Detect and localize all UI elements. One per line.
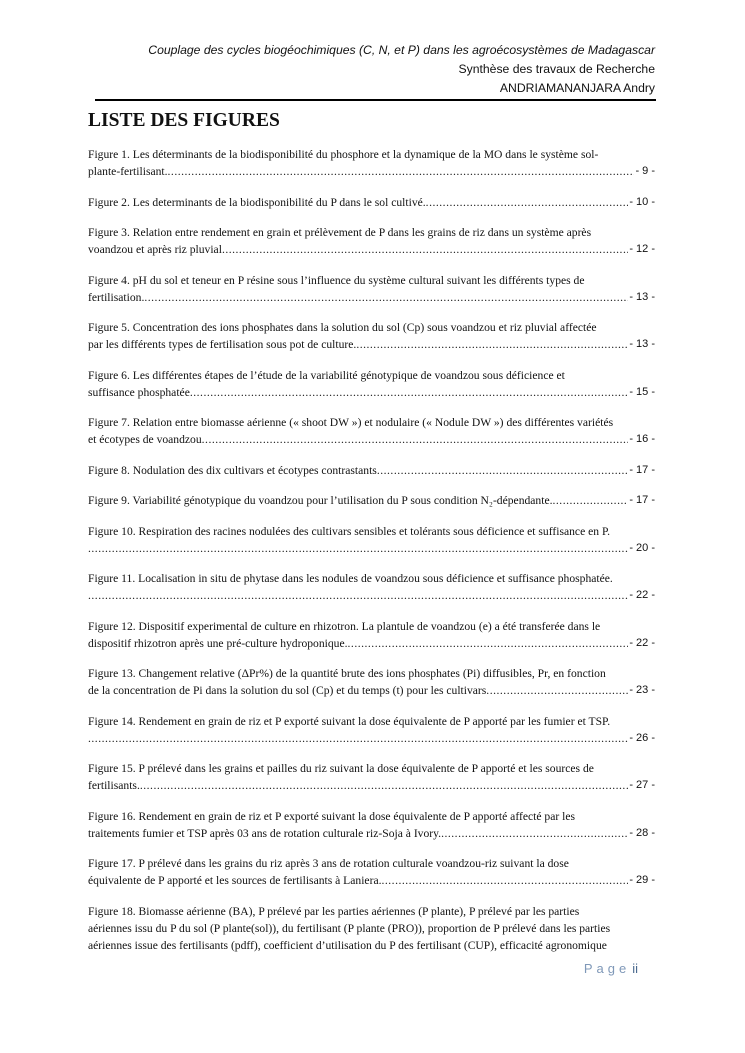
figure-page-number[interactable]: - 26 - [629,731,655,744]
figure-entry[interactable] [88,665,655,699]
figure-page-number[interactable]: - 20 - [629,541,655,554]
dot-leader [441,825,628,842]
dot-leader [356,336,628,353]
figure-caption-text: Figure 9. Variabilité génotypique du voandzou pour l’utilisation du P sous condition N₂-dépendante. [88,494,553,507]
figure-entry-last-line [88,682,655,699]
figure-entry-last-line [88,587,655,604]
figure-caption-text: Figure 6. Les différentes étapes de l’étude de la variabilité génotypique de voandzou sous déficience et [88,368,565,382]
figure-entry-last-line [88,194,655,211]
figure-caption-text: Figure 4. pH du sol et teneur en P résine sous l’influence du système cultural suivant les différents types de [88,273,585,287]
figure-entry-last-line [88,825,655,842]
dot-leader [348,635,629,652]
figure-entry[interactable] [88,618,655,652]
figure-entry-last-line [88,289,655,306]
figure-entry-last-line [88,492,655,509]
figure-caption-text: Figure 3. Relation entre rendement en grain et prélèvement de P dans les grains de riz dans un système après [88,226,592,239]
figure-entry-last-line [88,163,655,180]
figure-entry[interactable] [88,414,655,448]
figure-caption-text: Figure 14. Rendement en grain de riz et P exporté suivant la dose équivalente de P apporté par les fumier et TSP. [88,714,611,728]
figure-page-number[interactable]: - 16 - [629,433,655,445]
dot-leader [426,194,629,211]
figure-caption-text: Figure 13. Changement relative (ΔPr%) de la quantité brute des ions phosphates (Pi) diffusibles, Pr, en fonction [88,667,606,680]
figure-entry[interactable] [88,760,655,794]
figure-entry-last-line [88,241,655,258]
figure-entry[interactable] [88,903,655,954]
dot-leader [190,384,628,401]
figure-caption-text: fertilisants. [88,779,140,792]
figure-caption-text: suffisance phosphatée [88,385,190,399]
figure-entry-last-line [88,336,655,353]
figure-entry[interactable] [88,367,655,401]
figure-entry[interactable] [88,570,655,604]
figure-entry-last-line [88,872,655,889]
dot-leader [377,462,628,479]
dot-leader [486,682,628,699]
figure-entry[interactable] [88,272,655,306]
figure-page-number[interactable]: - 12 - [629,243,655,255]
figure-page-number[interactable]: - 22 - [629,589,655,601]
figure-caption-text: de la concentration de Pi dans la solution du sol (Cp) et du temps (t) pour les cultivars [88,684,487,697]
page-word: Page [583,961,631,976]
page-title: LISTE DES FIGURES [88,110,280,131]
figure-entry-last-line [88,462,655,479]
figure-entry-last-line [88,540,655,557]
figure-page-number[interactable]: - 15 - [629,385,655,398]
figure-page-number[interactable]: - 13 - [629,338,655,350]
figure-entry-last-line [88,384,655,401]
figure-caption-text: Figure 10. Respiration des racines nodulées des cultivars sensibles et tolérants sous déficience et suffisance en P. [88,524,611,538]
figure-entry-last-line [88,730,655,747]
figure-page-number[interactable]: - 27 - [629,779,655,791]
figure-caption-text: aériennes issue des fertilisants (pdff), coefficient d’utilisation du P des fertilisant (CUP), efficacité agronomique [88,938,607,952]
dot-leader [88,730,628,747]
figure-entry[interactable] [88,319,655,353]
figure-caption-text: Figure 7. Relation entre biomasse aérienne (« shoot DW ») et nodulaire (« Nodule DW ») des différentes variétés [88,416,614,429]
figure-page-number[interactable]: - 10 - [629,195,655,208]
dot-leader [222,241,628,258]
figure-entry-last-line [88,777,655,794]
figure-caption-text: fertilisation. [88,290,145,304]
figure-caption-text: dispositif rhizotron après une pré-culture hydroponique. [88,636,348,650]
figure-entry[interactable] [88,194,655,211]
figure-entry[interactable] [88,146,655,180]
figure-caption-text: et écotypes de voandzou [88,433,202,446]
figure-page-number[interactable]: - 17 - [629,494,655,506]
figure-caption-text: Figure 16. Rendement en grain de riz et P exporté suivant la dose équivalente de P apporté affecté par les [88,809,575,823]
figure-page-number[interactable]: - 9 - [635,165,655,177]
figure-entry[interactable] [88,523,655,557]
running-header-subtitle: Synthèse des travaux de Recherche [458,62,655,76]
figure-caption-text: traitements fumier et TSP après 03 ans de rotation culturale riz-Soja à Ivory. [88,826,442,840]
figure-page-number[interactable]: - 17 - [629,463,655,476]
figure-entry[interactable] [88,462,655,479]
figure-caption-text: par les différents types de fertilisation sous pot de culture. [88,338,357,351]
running-header-author: ANDRIAMANANJARA Andry [499,81,655,95]
header-rule [95,99,656,101]
figure-caption-text: Figure 17. P prélevé dans les grains du riz après 3 ans de rotation culturale voandzou-riz suivant la dose [88,857,569,870]
figure-entry[interactable] [88,855,655,889]
figure-entry[interactable] [88,224,655,258]
dot-leader [553,492,629,509]
dot-leader [144,289,628,306]
figure-entry[interactable] [88,808,655,842]
figure-entry[interactable] [88,713,655,747]
figure-caption-text: aériennes issu du P du sol (P plante(sol)), du fertilisant (P plante (PRO)), proportion de P prélevé dans les parties [88,921,611,935]
dot-leader [88,540,628,557]
figure-caption-text: Figure 8. Nodulation des dix cultivars et écotypes contrastants [88,463,377,477]
figure-caption-text: équivalente de P apporté et les sources de fertilisants à Laniera. [88,874,382,887]
figure-caption-text: Figure 15. P prélevé dans les grains et pailles du riz suivant la dose équivalente de P apporté et les sources de [88,762,594,775]
figure-page-number[interactable]: - 23 - [629,684,655,696]
dot-leader [168,163,635,180]
figure-page-number[interactable]: - 29 - [629,874,655,886]
dot-leader [88,587,628,604]
figure-page-number[interactable]: - 22 - [629,636,655,649]
figure-entry-last-line [88,431,655,448]
figure-page-number[interactable]: - 28 - [629,826,655,839]
dot-leader [140,777,628,794]
figure-caption-text: Figure 2. Les determinants de la biodisponibilité du P dans le sol cultivé. [88,195,426,209]
figure-list [88,146,655,967]
figure-caption-text: Figure 1. Les déterminants de la biodisponibilité du phosphore et la dynamique de la MO dans le système sol- [88,148,599,161]
page-footer [584,961,638,976]
figure-caption-text: Figure 5. Concentration des ions phosphates dans la solution du sol (Cp) sous voandzou et riz pluvial affectée [88,321,597,334]
page-number: ii [632,961,638,976]
figure-entry[interactable] [88,492,655,509]
figure-page-number[interactable]: - 13 - [629,290,655,303]
figure-caption-text: voandzou et après riz pluvial [88,243,222,256]
figure-entry-last-line [88,635,655,652]
dot-leader [381,872,628,889]
figure-caption-text: plante-fertilisant. [88,165,168,178]
figure-caption-text: Figure 11. Localisation in situ de phytase dans les nodules de voandzou sous déficience et suffisance phosphatée. [88,572,613,585]
figure-caption-text: Figure 18. Biomasse aérienne (BA), P prélevé par les parties aériennes (P plante), P prélevé par les parties [88,904,580,918]
figure-caption-text: Figure 12. Dispositif experimental de culture en rhizotron. La plantule de voandzou (e) a été transferée dans le [88,619,601,633]
dot-leader [202,431,629,448]
running-header-title: Couplage des cycles biogéochimiques (C, N, et P) dans les agroécosystèmes de Madagascar [148,43,655,57]
